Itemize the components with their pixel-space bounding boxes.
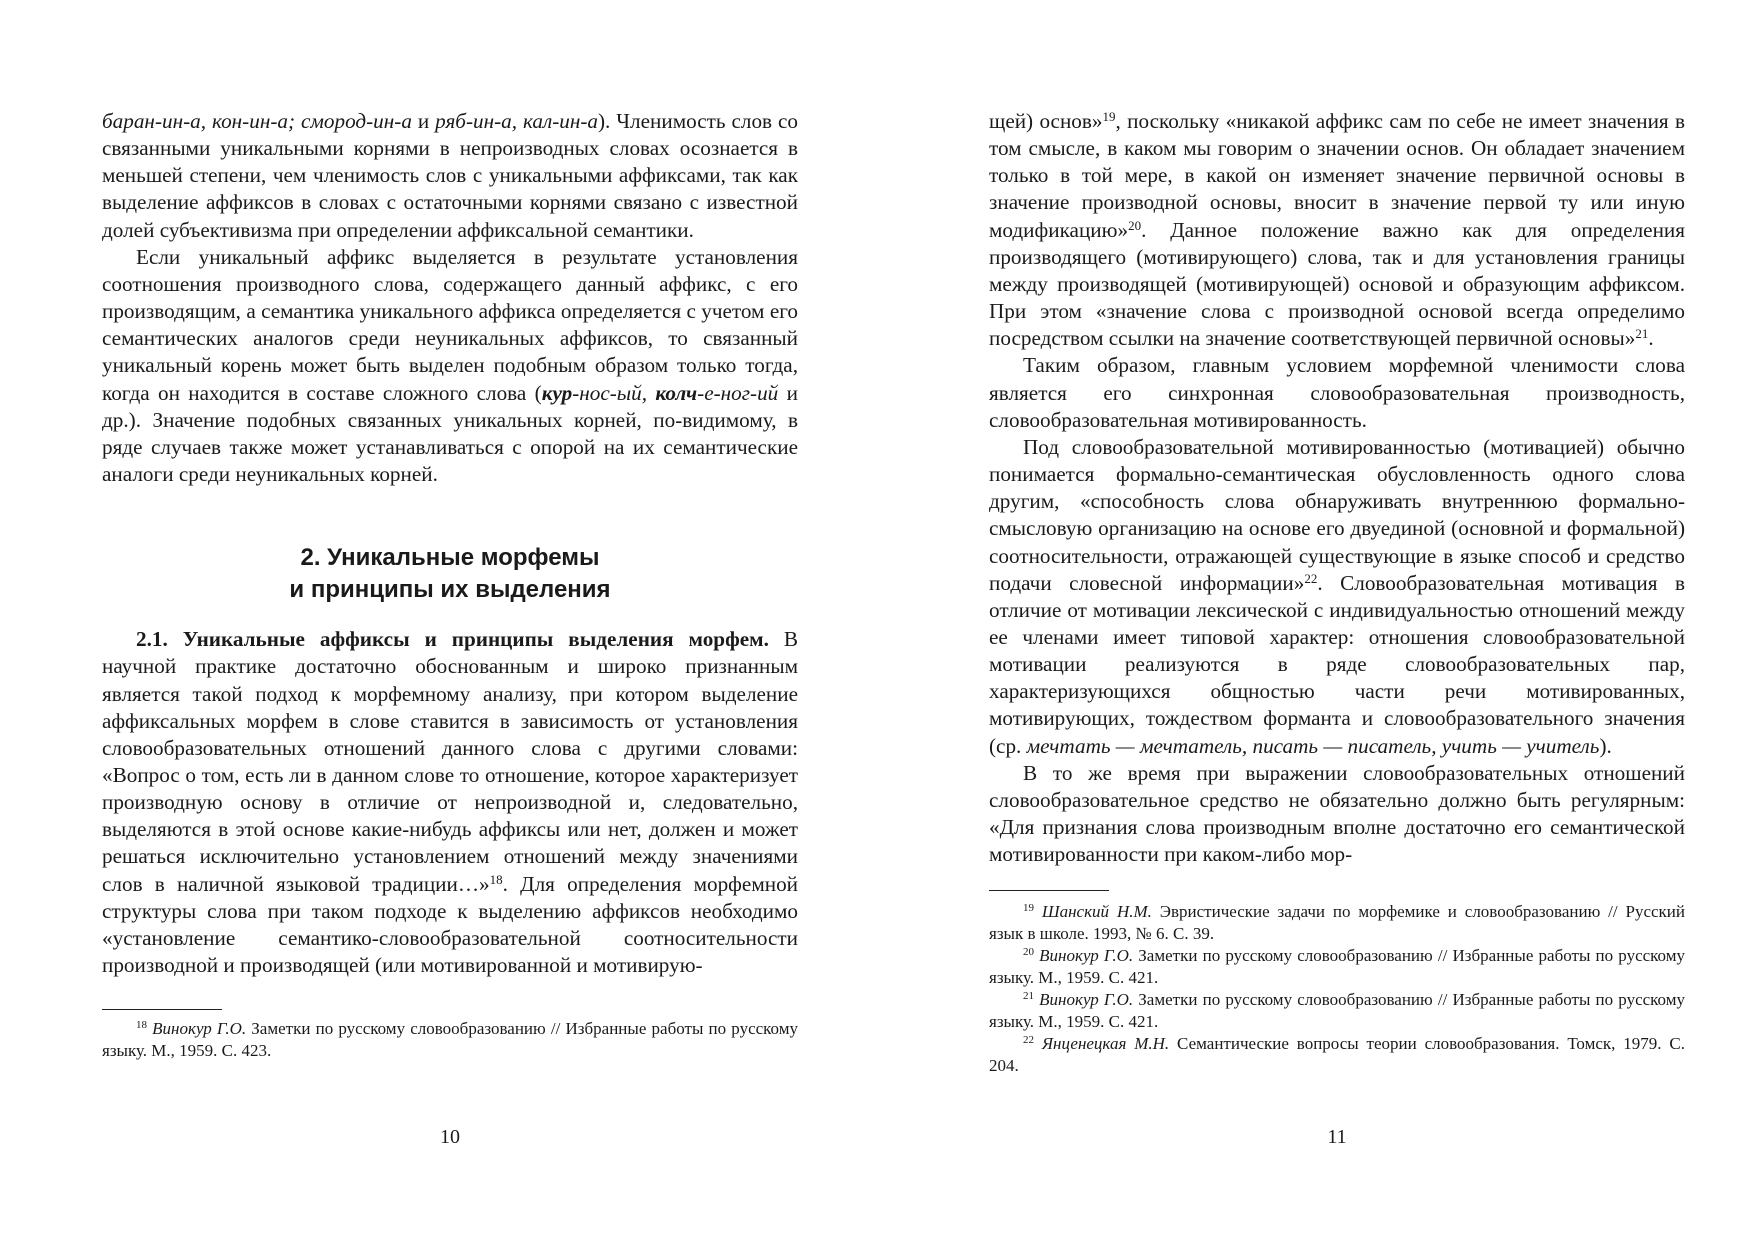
footnote-number: 19 [1023, 902, 1034, 915]
text-run: , поскольку «никакой аффикс сам по себе не имеет значения в том смысле, в каком мы говорим о значении основ. Он обладает значением только в той мере, в какой он изменяет значение первичной основы в значение производной основы, вносит в значение первой ту или иную модификацию» [989, 109, 1685, 242]
footnote [989, 989, 1685, 1033]
section-heading-line: 2. Уникальные морфемы [300, 544, 600, 572]
footnote-ref: 21 [1635, 326, 1649, 342]
subsection-title: 2.1. Уникальные аффиксы и принципы выделения морфем. [136, 627, 769, 652]
text-run: . Словообразовательная мотивация в отличие от мотивации лексической с индивидуальностью отношений между ее членами имеет типовой характер: отношения словообразовательной мотивации реализуются в ряде словообразовательных пар, характеризующихся общностью части речи мотивированных, мотивирующих, тождеством форманта и словообразовательного значения (ср. [989, 570, 1685, 758]
footnote [989, 945, 1685, 989]
left-paragraph-1 [102, 108, 798, 244]
footnote [989, 1033, 1685, 1077]
left-page [102, 108, 798, 1062]
example-words: ряб-ин-а, кал-ин-а [435, 109, 598, 133]
text-run: щей) основ» [989, 109, 1103, 133]
footnote-separator [102, 1009, 222, 1010]
footnote-ref: 22 [1304, 570, 1318, 586]
footnote-text: Заметки по русскому словообразованию // Избранные работы по русскому языку. М., 1959. С. 421. [989, 990, 1685, 1032]
text-run: . Данное положение важно как для определения производящего (мотивирующего) слова, так и для установления границы между производящей (мотивирующей) основой и образующим аффиксом. При этом «значение слова с производной основой всегда определимо посредством ссылки на значение соответствующей первичной основы» [989, 217, 1685, 351]
footnote-number: 20 [1023, 946, 1034, 959]
example-words: баран-ин-а, кон-ин-а; смород-ин-а [102, 109, 412, 133]
text-run: ). [1599, 733, 1612, 758]
footnote [102, 1018, 798, 1062]
example-words: -нос-ый, [572, 380, 656, 405]
footnote-text: Семантические вопросы теории словообразования. Томск, 1979. С. 204. [989, 1034, 1685, 1076]
unique-root-example: колч [655, 380, 698, 405]
footnote [989, 901, 1685, 945]
text-run: . Для определения морфемной структуры слова при таком подходе к выделению аффиксов необходимо «установление семантико-словообразовательной соотносительности производной и производящей (или мотивированной и мотивирую- [102, 871, 798, 978]
text-run: В научной практике достаточно обоснованным и широко признанным является такой подход к морфемному анализу, при котором выделение аффиксальных морфем в слове ставится в зависимость от установления словообразовательных отношений данного слова с другими словами: «Вопрос о том, есть ли в данном слове то отношение, которое характеризует производную основу в отличие от непроизводной и, следовательно, выделяются в этой основе какие-нибудь аффиксы или нет, должен и может решаться исключительно установлением отношений между значениями слов в наличной языковой традиции…» [102, 627, 798, 896]
text-run: и [411, 109, 436, 133]
footnote-number: 18 [136, 1019, 147, 1032]
footnote-ref: 18 [489, 871, 503, 887]
right-paragraph-4: В то же время при выражении словообразовательных отношений словообразовательное средство не обязательно должно быть регулярным: «Для признания слова производным вполне достаточно его семантической мотивированности при каком-либо мор- [989, 760, 1685, 867]
page-number: 10 [440, 1126, 460, 1148]
right-paragraph-3 [989, 434, 1685, 760]
footnote-author: Винокур Г.О. [152, 1019, 247, 1039]
example-words: -е-ног-ий [697, 380, 779, 405]
right-page [989, 108, 1685, 1077]
footnote-author: Винокур Г.О. [1039, 990, 1134, 1010]
footnote-text: Эвристические задачи по морфемике и словообразованию // Русский язык в школе. 1993, № 6. С. 39. [989, 902, 1686, 944]
footnote-author: Шанский Н.М. [1041, 902, 1152, 922]
section-heading-line: и принципы их выделения [289, 576, 611, 604]
left-paragraph-2 [102, 244, 798, 488]
text-run: ). Членимость слов со связанными уникальными корнями в непроизводных словах осознается в меньшей степени, чем членимость слов с уникальными аффиксами, так как выделение аффиксов в словах с остаточными корнями связано с известной долей субъективизма при определении аффиксальной семантики. [102, 109, 798, 242]
footnote-text: Заметки по русскому словообразованию // Избранные работы по русскому языку. М., 1959. С. 421. [989, 946, 1685, 988]
right-paragraph-2: Таким образом, главным условием морфемной членимости слова является его синхронная словообразовательная производность, словообразовательная мотивированность. [989, 353, 1685, 432]
section-heading [102, 542, 798, 606]
footnote-separator [989, 890, 1109, 891]
text-run: . [1648, 326, 1654, 351]
footnote-ref: 20 [1128, 217, 1142, 233]
text-run: и др.). Значение подобных связанных уникальных корней, по-видимому, в ряде случаев также может устанавливаться с опорой на их семантические аналоги среди неуникальных корней. [102, 380, 798, 487]
text-run: Под словообразовательной мотивированностью (мотивацией) обычно понимается формально-семантическая обусловленность одного слова другим, «способность слова обнаруживать внутреннюю формально-смысловую организацию на основе его двуединой (основной и формальной) соотносительности, отражающей существующие в языке способ и средство подачи словесной информации» [989, 434, 1685, 595]
footnotes [989, 901, 1685, 1077]
footnote-author: Янценецкая М.Н. [1041, 1034, 1170, 1054]
unique-root-example: кур [541, 380, 573, 405]
example-words: мечтать — мечтатель, писать — писатель, учить — учитель [1026, 733, 1600, 758]
page-number: 11 [1327, 1126, 1347, 1148]
footnotes [102, 1018, 798, 1062]
left-paragraph-3 [102, 626, 798, 979]
text-run: Если уникальный аффикс выделяется в результате установления соотношения производного слова, содержащего данный аффикс, с его производящим, а семантика уникального аффикса определяется с учетом его семантических аналогов среди неуникальных аффиксов, то связанный уникальный корень может быть выделен подобным образом только тогда, когда он находится в составе сложного слова ( [102, 244, 798, 405]
footnote-ref: 19 [1102, 109, 1116, 124]
footnote-number: 21 [1023, 990, 1034, 1003]
footnote-number: 22 [1023, 1034, 1034, 1047]
footnote-author: Винокур Г.О. [1039, 946, 1134, 966]
footnote-text: Заметки по русскому словообразованию // Избранные работы по русскому языку. М., 1959. С. 423. [102, 1019, 798, 1061]
right-paragraph-1 [989, 108, 1685, 352]
